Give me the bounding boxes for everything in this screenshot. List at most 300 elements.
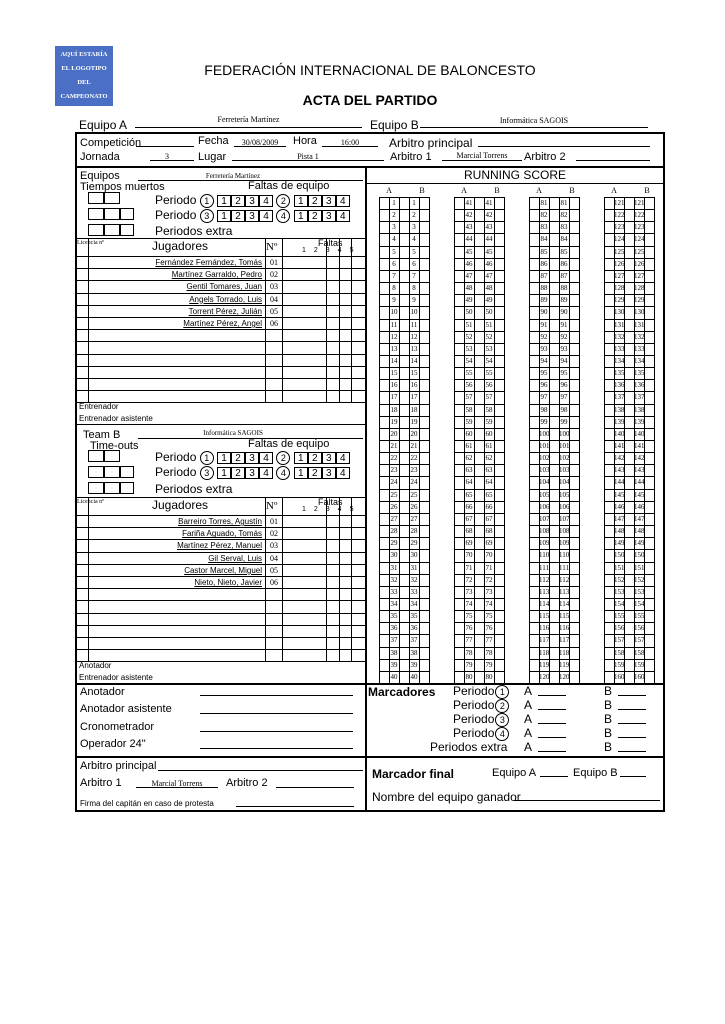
score-cell[interactable]: 43 [465, 223, 473, 232]
score-cell[interactable]: 31 [410, 563, 418, 572]
score-cell[interactable]: 150 [634, 551, 645, 560]
score-cell[interactable]: 145 [634, 490, 645, 499]
score-cell[interactable]: 160 [634, 672, 645, 681]
score-cell[interactable]: 85 [540, 247, 548, 256]
score-cell[interactable]: 59 [485, 417, 493, 426]
score-cell[interactable]: 26 [390, 502, 398, 511]
score-cell[interactable]: 47 [485, 271, 493, 280]
score-cell[interactable]: 88 [560, 284, 568, 293]
score-cell[interactable]: 113 [539, 587, 550, 596]
timeout-box[interactable] [120, 466, 134, 478]
score-cell[interactable]: 1 [412, 199, 416, 207]
score-cell[interactable]: 56 [485, 381, 493, 390]
score-cell[interactable]: 105 [559, 490, 570, 499]
score-cell[interactable]: 107 [539, 514, 550, 523]
score-cell[interactable]: 136 [614, 381, 625, 390]
score-cell[interactable]: 13 [390, 344, 398, 353]
score-cell[interactable]: 130 [614, 308, 625, 317]
score-cell[interactable]: 36 [390, 624, 398, 633]
score-cell[interactable]: 70 [485, 551, 493, 560]
score-cell[interactable]: 104 [559, 478, 570, 487]
score-cell[interactable]: 144 [634, 478, 645, 487]
score-cell[interactable]: 71 [465, 563, 473, 572]
score-cell[interactable]: 63 [465, 466, 473, 475]
score-cell[interactable]: 143 [634, 466, 645, 475]
score-cell[interactable]: 52 [485, 332, 493, 341]
score-cell[interactable]: 9 [392, 296, 396, 305]
score-cell[interactable]: 160 [614, 672, 625, 681]
score-cell[interactable]: 148 [634, 527, 645, 536]
score-cell[interactable]: 103 [559, 466, 570, 475]
score-cell[interactable]: 123 [614, 223, 625, 232]
score-cell[interactable]: 3 [412, 223, 416, 232]
score-cell[interactable]: 97 [540, 393, 548, 402]
score-cell[interactable]: 15 [410, 369, 418, 378]
score-cell[interactable]: 58 [485, 405, 493, 414]
score-cell[interactable]: 96 [560, 381, 568, 390]
timeout-box[interactable] [104, 450, 120, 462]
score-cell[interactable]: 76 [465, 624, 473, 633]
score-cell[interactable]: 158 [634, 648, 645, 657]
score-cell[interactable]: 49 [485, 296, 493, 305]
score-cell[interactable]: 25 [390, 490, 398, 499]
score-cell[interactable]: 107 [559, 514, 570, 523]
score-cell[interactable]: 54 [485, 356, 493, 365]
score-cell[interactable]: 12 [390, 332, 398, 341]
score-cell[interactable]: 2 [392, 211, 396, 220]
score-cell[interactable]: 83 [560, 223, 568, 232]
score-cell[interactable]: 92 [540, 332, 548, 341]
score-cell[interactable]: 77 [485, 636, 493, 645]
score-cell[interactable]: 45 [485, 247, 493, 256]
score-cell[interactable]: 50 [485, 308, 493, 317]
score-cell[interactable]: 152 [634, 575, 645, 584]
score-cell[interactable]: 21 [410, 442, 418, 450]
timeout-box[interactable] [88, 466, 104, 478]
score-cell[interactable]: 35 [410, 612, 418, 621]
score-cell[interactable]: 117 [539, 636, 550, 645]
score-cell[interactable]: 145 [614, 490, 625, 499]
score-cell[interactable]: 51 [465, 320, 473, 329]
score-cell[interactable]: 45 [465, 247, 473, 256]
score-cell[interactable]: 72 [485, 575, 493, 584]
score-cell[interactable]: 30 [390, 551, 398, 560]
score-cell[interactable]: 151 [614, 563, 625, 572]
score-cell[interactable]: 156 [614, 624, 625, 633]
score-cell[interactable]: 15 [390, 369, 398, 378]
score-cell[interactable]: 60 [485, 429, 493, 438]
score-cell[interactable]: 112 [539, 575, 550, 584]
timeout-box[interactable] [88, 208, 104, 220]
score-cell[interactable]: 122 [614, 211, 625, 220]
score-cell[interactable]: 127 [614, 271, 625, 280]
score-cell[interactable]: 80 [485, 672, 493, 681]
score-cell[interactable]: 156 [634, 624, 645, 633]
score-cell[interactable]: 124 [614, 235, 625, 244]
score-cell[interactable]: 3 [392, 223, 396, 232]
score-cell[interactable]: 13 [410, 344, 418, 353]
score-cell[interactable]: 46 [485, 259, 493, 268]
score-cell[interactable]: 151 [634, 563, 645, 572]
score-cell[interactable]: 5 [412, 247, 416, 256]
score-cell[interactable]: 9 [412, 296, 416, 305]
score-cell[interactable]: 109 [539, 539, 550, 548]
score-cell[interactable]: 128 [634, 284, 645, 293]
score-cell[interactable]: 98 [560, 405, 568, 414]
score-cell[interactable]: 55 [485, 369, 493, 378]
score-cell[interactable]: 36 [410, 624, 418, 633]
score-cell[interactable]: 69 [465, 539, 473, 548]
score-cell[interactable]: 130 [634, 308, 645, 317]
score-cell[interactable]: 12 [410, 332, 418, 341]
score-cell[interactable]: 114 [559, 599, 570, 608]
score-cell[interactable]: 25 [410, 490, 418, 499]
score-cell[interactable]: 20 [410, 429, 418, 438]
score-cell[interactable]: 95 [560, 369, 568, 378]
score-cell[interactable]: 131 [614, 320, 625, 329]
score-cell[interactable]: 120 [539, 672, 550, 681]
score-cell[interactable]: 90 [540, 308, 548, 317]
score-cell[interactable]: 34 [410, 599, 418, 608]
score-cell[interactable]: 8 [392, 284, 396, 293]
score-cell[interactable]: 8 [412, 284, 416, 293]
score-cell[interactable]: 127 [634, 271, 645, 280]
score-cell[interactable]: 59 [465, 417, 473, 426]
score-cell[interactable]: 62 [465, 454, 473, 463]
score-cell[interactable]: 89 [540, 296, 548, 305]
score-cell[interactable]: 141 [614, 442, 625, 450]
score-cell[interactable]: 78 [465, 648, 473, 657]
score-cell[interactable]: 155 [614, 612, 625, 621]
score-cell[interactable]: 21 [390, 442, 398, 450]
score-cell[interactable]: 94 [540, 356, 548, 365]
score-cell[interactable]: 91 [540, 320, 548, 329]
score-cell[interactable]: 101 [559, 442, 570, 450]
score-cell[interactable]: 61 [465, 442, 473, 450]
score-cell[interactable]: 100 [539, 429, 550, 438]
score-cell[interactable]: 106 [539, 502, 550, 511]
score-cell[interactable]: 147 [634, 514, 645, 523]
score-cell[interactable]: 29 [390, 539, 398, 548]
score-cell[interactable]: 119 [559, 660, 570, 669]
score-cell[interactable]: 83 [540, 223, 548, 232]
score-cell[interactable]: 53 [465, 344, 473, 353]
score-cell[interactable]: 27 [390, 514, 398, 523]
score-cell[interactable]: 23 [390, 466, 398, 475]
score-cell[interactable]: 54 [465, 356, 473, 365]
score-cell[interactable]: 65 [465, 490, 473, 499]
score-cell[interactable]: 133 [634, 344, 645, 353]
score-cell[interactable]: 46 [465, 259, 473, 268]
score-cell[interactable]: 6 [412, 259, 416, 268]
score-cell[interactable]: 29 [410, 539, 418, 548]
score-cell[interactable]: 135 [634, 369, 645, 378]
timeout-box[interactable] [120, 208, 134, 220]
score-cell[interactable]: 14 [390, 356, 398, 365]
score-cell[interactable]: 157 [614, 636, 625, 645]
score-cell[interactable]: 65 [485, 490, 493, 499]
score-cell[interactable]: 79 [485, 660, 493, 669]
score-cell[interactable]: 52 [465, 332, 473, 341]
score-cell[interactable]: 153 [614, 587, 625, 596]
score-cell[interactable]: 77 [465, 636, 473, 645]
score-cell[interactable]: 111 [539, 563, 549, 572]
score-cell[interactable]: 68 [485, 527, 493, 536]
score-cell[interactable]: 87 [560, 271, 568, 280]
score-cell[interactable]: 133 [614, 344, 625, 353]
score-cell[interactable]: 62 [485, 454, 493, 463]
score-cell[interactable]: 76 [485, 624, 493, 633]
score-cell[interactable]: 23 [410, 466, 418, 475]
score-cell[interactable]: 119 [539, 660, 550, 669]
score-cell[interactable]: 41 [485, 199, 493, 207]
score-cell[interactable]: 24 [390, 478, 398, 487]
score-cell[interactable]: 124 [634, 235, 645, 244]
score-cell[interactable]: 34 [390, 599, 398, 608]
score-cell[interactable]: 82 [560, 211, 568, 220]
score-cell[interactable]: 142 [614, 454, 625, 463]
score-cell[interactable]: 102 [539, 454, 550, 463]
score-cell[interactable]: 11 [390, 320, 398, 329]
score-cell[interactable]: 103 [539, 466, 550, 475]
score-cell[interactable]: 48 [485, 284, 493, 293]
score-cell[interactable]: 44 [485, 235, 493, 244]
score-cell[interactable]: 35 [390, 612, 398, 621]
score-cell[interactable]: 37 [390, 636, 398, 645]
score-cell[interactable]: 49 [465, 296, 473, 305]
score-cell[interactable]: 10 [410, 308, 418, 317]
score-cell[interactable]: 89 [560, 296, 568, 305]
score-cell[interactable]: 106 [559, 502, 570, 511]
score-cell[interactable]: 1 [392, 199, 396, 207]
score-cell[interactable]: 137 [614, 393, 625, 402]
score-cell[interactable]: 14 [410, 356, 418, 365]
score-cell[interactable]: 135 [614, 369, 625, 378]
score-cell[interactable]: 146 [614, 502, 625, 511]
score-cell[interactable]: 96 [540, 381, 548, 390]
score-cell[interactable]: 84 [560, 235, 568, 244]
score-cell[interactable]: 146 [634, 502, 645, 511]
score-cell[interactable]: 43 [485, 223, 493, 232]
score-cell[interactable]: 39 [390, 660, 398, 669]
score-cell[interactable]: 87 [540, 271, 548, 280]
score-cell[interactable]: 125 [634, 247, 645, 256]
timeout-box[interactable] [104, 466, 120, 478]
score-cell[interactable]: 155 [634, 612, 645, 621]
score-cell[interactable]: 26 [410, 502, 418, 511]
score-cell[interactable]: 74 [465, 599, 473, 608]
score-cell[interactable]: 40 [390, 672, 398, 681]
score-cell[interactable]: 159 [614, 660, 625, 669]
score-cell[interactable]: 138 [634, 405, 645, 414]
score-cell[interactable]: 47 [465, 271, 473, 280]
timeout-box[interactable] [104, 208, 120, 220]
score-cell[interactable]: 101 [539, 442, 550, 450]
score-cell[interactable]: 108 [539, 527, 550, 536]
score-cell[interactable]: 37 [410, 636, 418, 645]
score-cell[interactable]: 93 [560, 344, 568, 353]
score-cell[interactable]: 137 [634, 393, 645, 402]
score-cell[interactable]: 93 [540, 344, 548, 353]
score-cell[interactable]: 108 [559, 527, 570, 536]
score-cell[interactable]: 110 [539, 551, 550, 560]
score-cell[interactable]: 158 [614, 648, 625, 657]
score-cell[interactable]: 28 [410, 527, 418, 536]
score-cell[interactable]: 94 [560, 356, 568, 365]
score-cell[interactable]: 16 [390, 381, 398, 390]
score-cell[interactable]: 73 [485, 587, 493, 596]
score-cell[interactable]: 147 [614, 514, 625, 523]
score-cell[interactable]: 56 [465, 381, 473, 390]
score-cell[interactable]: 2 [412, 211, 416, 220]
score-cell[interactable]: 81 [560, 199, 568, 207]
score-cell[interactable]: 53 [485, 344, 493, 353]
score-cell[interactable]: 11 [410, 320, 418, 329]
score-cell[interactable]: 80 [465, 672, 473, 681]
score-cell[interactable]: 66 [485, 502, 493, 511]
score-cell[interactable]: 92 [560, 332, 568, 341]
score-cell[interactable]: 112 [559, 575, 570, 584]
score-cell[interactable]: 75 [465, 612, 473, 621]
score-cell[interactable]: 60 [465, 429, 473, 438]
score-cell[interactable]: 120 [559, 672, 570, 681]
score-cell[interactable]: 126 [634, 259, 645, 268]
score-cell[interactable]: 38 [390, 648, 398, 657]
score-cell[interactable]: 16 [410, 381, 418, 390]
score-cell[interactable]: 86 [540, 259, 548, 268]
score-cell[interactable]: 113 [559, 587, 570, 596]
score-cell[interactable]: 67 [465, 514, 473, 523]
score-cell[interactable]: 19 [390, 417, 398, 426]
score-cell[interactable]: 55 [465, 369, 473, 378]
score-cell[interactable]: 27 [410, 514, 418, 523]
score-cell[interactable]: 18 [390, 405, 398, 414]
score-cell[interactable]: 73 [465, 587, 473, 596]
score-cell[interactable]: 121 [634, 199, 645, 207]
score-cell[interactable]: 38 [410, 648, 418, 657]
score-cell[interactable]: 33 [410, 587, 418, 596]
score-cell[interactable]: 95 [540, 369, 548, 378]
score-cell[interactable]: 109 [559, 539, 570, 548]
score-cell[interactable]: 141 [634, 442, 645, 450]
score-cell[interactable]: 111 [559, 563, 569, 572]
score-cell[interactable]: 140 [634, 429, 645, 438]
score-cell[interactable]: 139 [634, 417, 645, 426]
score-cell[interactable]: 42 [465, 211, 473, 220]
score-cell[interactable]: 50 [465, 308, 473, 317]
score-cell[interactable]: 66 [465, 502, 473, 511]
score-cell[interactable]: 149 [614, 539, 625, 548]
score-cell[interactable]: 71 [485, 563, 493, 572]
score-cell[interactable]: 57 [465, 393, 473, 402]
score-cell[interactable]: 100 [559, 429, 570, 438]
score-cell[interactable]: 99 [540, 417, 548, 426]
score-cell[interactable]: 118 [539, 648, 550, 657]
score-cell[interactable]: 24 [410, 478, 418, 487]
score-cell[interactable]: 22 [390, 454, 398, 463]
score-cell[interactable]: 32 [410, 575, 418, 584]
score-cell[interactable]: 18 [410, 405, 418, 414]
score-cell[interactable]: 22 [410, 454, 418, 463]
timeout-box[interactable] [88, 224, 104, 236]
score-cell[interactable]: 51 [485, 320, 493, 329]
score-cell[interactable]: 19 [410, 417, 418, 426]
timeout-box[interactable] [104, 192, 120, 204]
score-cell[interactable]: 99 [560, 417, 568, 426]
score-cell[interactable]: 5 [392, 247, 396, 256]
score-cell[interactable]: 148 [614, 527, 625, 536]
score-cell[interactable]: 110 [559, 551, 570, 560]
score-cell[interactable]: 116 [539, 624, 550, 633]
score-cell[interactable]: 134 [614, 356, 625, 365]
score-cell[interactable]: 98 [540, 405, 548, 414]
score-cell[interactable]: 138 [614, 405, 625, 414]
score-cell[interactable]: 129 [634, 296, 645, 305]
score-cell[interactable]: 41 [465, 199, 473, 207]
score-cell[interactable]: 121 [614, 199, 625, 207]
score-cell[interactable]: 115 [539, 612, 550, 621]
timeout-box[interactable] [88, 450, 104, 462]
score-cell[interactable]: 48 [465, 284, 473, 293]
score-cell[interactable]: 68 [465, 527, 473, 536]
score-cell[interactable]: 153 [634, 587, 645, 596]
score-cell[interactable]: 132 [614, 332, 625, 341]
score-cell[interactable]: 126 [614, 259, 625, 268]
score-cell[interactable]: 30 [410, 551, 418, 560]
score-cell[interactable]: 123 [634, 223, 645, 232]
score-cell[interactable]: 63 [485, 466, 493, 475]
score-cell[interactable]: 114 [539, 599, 550, 608]
score-cell[interactable]: 44 [465, 235, 473, 244]
score-cell[interactable]: 67 [485, 514, 493, 523]
timeout-box[interactable] [120, 482, 134, 494]
timeout-box[interactable] [88, 482, 104, 494]
score-cell[interactable]: 91 [560, 320, 568, 329]
score-cell[interactable]: 17 [410, 393, 418, 402]
score-cell[interactable]: 97 [560, 393, 568, 402]
score-cell[interactable]: 86 [560, 259, 568, 268]
score-cell[interactable]: 61 [485, 442, 493, 450]
score-cell[interactable]: 64 [485, 478, 493, 487]
score-cell[interactable]: 69 [485, 539, 493, 548]
score-cell[interactable]: 142 [634, 454, 645, 463]
score-cell[interactable]: 72 [465, 575, 473, 584]
score-cell[interactable]: 40 [410, 672, 418, 681]
score-cell[interactable]: 139 [614, 417, 625, 426]
score-cell[interactable]: 140 [614, 429, 625, 438]
score-cell[interactable]: 4 [412, 235, 416, 244]
score-cell[interactable]: 122 [634, 211, 645, 220]
score-cell[interactable]: 7 [412, 271, 416, 280]
score-cell[interactable]: 132 [634, 332, 645, 341]
score-cell[interactable]: 115 [559, 612, 570, 621]
score-cell[interactable]: 118 [559, 648, 570, 657]
score-cell[interactable]: 39 [410, 660, 418, 669]
score-cell[interactable]: 81 [540, 199, 548, 207]
score-cell[interactable]: 117 [559, 636, 570, 645]
score-cell[interactable]: 125 [614, 247, 625, 256]
score-cell[interactable]: 42 [485, 211, 493, 220]
score-cell[interactable]: 131 [634, 320, 645, 329]
score-cell[interactable]: 88 [540, 284, 548, 293]
score-cell[interactable]: 128 [614, 284, 625, 293]
score-cell[interactable]: 102 [559, 454, 570, 463]
score-cell[interactable]: 134 [634, 356, 645, 365]
score-cell[interactable]: 104 [539, 478, 550, 487]
timeout-box[interactable] [120, 224, 134, 236]
score-cell[interactable]: 58 [465, 405, 473, 414]
score-cell[interactable]: 82 [540, 211, 548, 220]
